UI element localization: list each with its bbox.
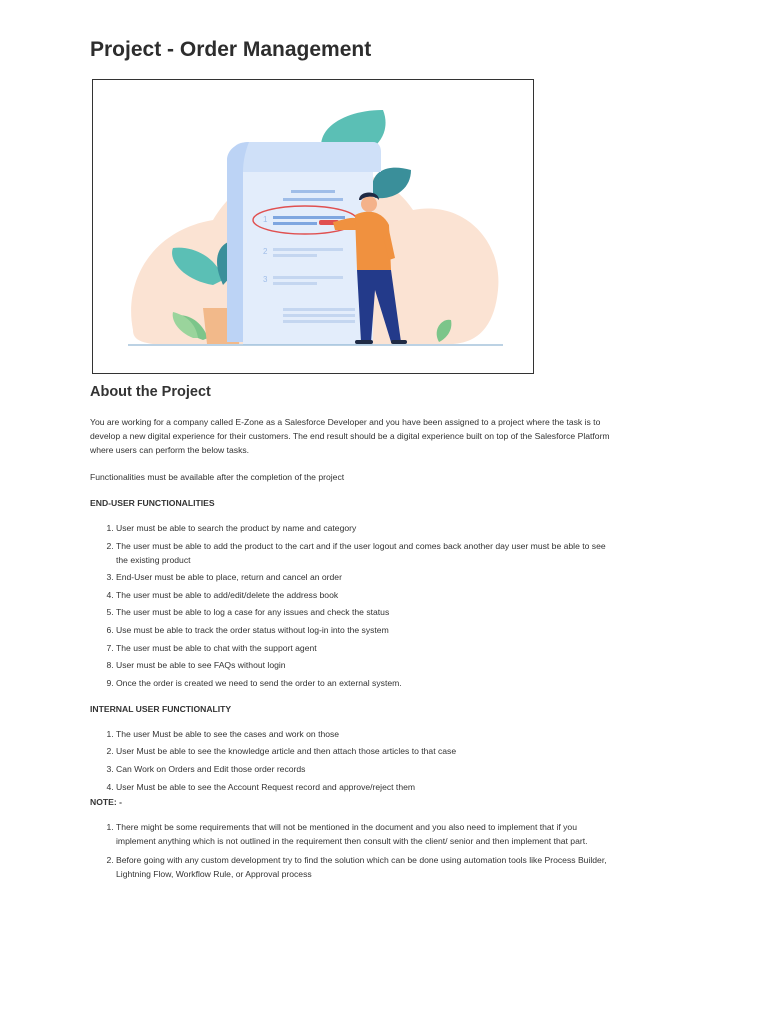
list-item: 8. User must be able to see FAQs without login [116, 658, 610, 672]
internal-user-list [90, 727, 610, 794]
internal-user-heading: INTERNAL USER FUNCTIONALITY [90, 703, 232, 714]
list-item: 2. Before going with any custom development try to find the solution which can be done using automation tools like Process Builder, Lightning Flow, Workflow Rule, or Approval process [116, 853, 610, 881]
list-number-1: 1 [263, 215, 268, 224]
list-item: 1. There might be some requirements that will not be mentioned in the document and you also need to implement that if you implement anything which is not outlined in the requirement then consult with the client/ senior and then implement that part. [116, 820, 610, 848]
functionalities-note: Functionalities must be available after the completion of the project [90, 472, 345, 482]
list-number-2: 2 [263, 247, 268, 256]
list-item: 2. User Must be able to see the knowledge article and then attach those articles to that case [116, 744, 610, 758]
page-title: Project - Order Management [90, 38, 372, 61]
note-heading: NOTE: - [90, 797, 122, 808]
list-item: 3. Can Work on Orders and Edit those order records [116, 762, 610, 776]
list-item: 1. User must be able to search the product by name and category [116, 521, 610, 535]
list-number-3: 3 [263, 275, 268, 284]
list-item: 2. The user must be able to add the product to the cart and if the user logout and comes back another day user must be able to see the existing product [116, 539, 610, 567]
about-heading: About the Project [90, 384, 211, 400]
intro-paragraph: You are working for a company called E-Zone as a Salesforce Developer and you have been assigned to a project where the task is to develop a new digital experience for their customers. The end result should be a digital experience built on top of the Salesforce Platform where users can perform the below tasks. [90, 417, 610, 455]
list-item: 3. End-User must be able to place, return and cancel an order [116, 570, 610, 584]
end-user-list [90, 521, 610, 690]
list-item: 7. The user must be able to chat with the support agent [116, 641, 610, 655]
hero-illustration [92, 79, 534, 374]
note-list [90, 820, 610, 881]
illustration-svg [93, 80, 533, 373]
list-item: 5. The user must be able to log a case for any issues and check the status [116, 605, 610, 619]
list-item: 9. Once the order is created we need to send the order to an external system. [116, 676, 610, 690]
list-item: 4. The user must be able to add/edit/delete the address book [116, 588, 610, 602]
end-user-heading: END-USER FUNCTIONALITIES [90, 498, 215, 508]
list-item: 4. User Must be able to see the Account Request record and approve/reject them [116, 780, 610, 794]
document-body [90, 415, 610, 886]
list-item: 1. The user Must be able to see the cases and work on those [116, 727, 610, 741]
list-item: 6. Use must be able to track the order status without log-in into the system [116, 623, 610, 637]
